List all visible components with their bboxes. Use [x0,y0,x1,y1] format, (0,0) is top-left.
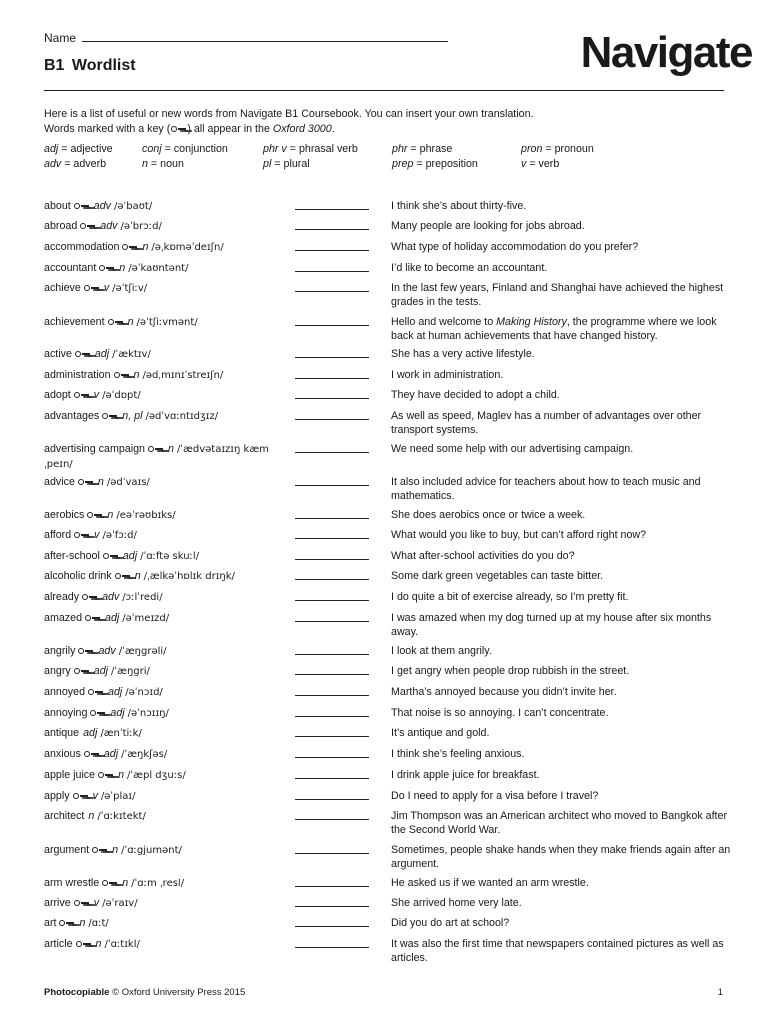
pronunciation: /ænˈtiːk/ [100,728,142,739]
key-icon [78,648,93,655]
word-entry [44,937,284,952]
pronunciation: /ˈæŋgri/ [111,666,150,677]
part-of-speech: n [112,844,119,856]
word-entry [44,644,284,659]
translation-blank[interactable] [295,485,369,486]
example-sentence: Did you do art at school? [391,917,510,929]
part-of-speech: n [79,917,86,929]
part-of-speech: adj [105,612,120,624]
word-entry [44,916,284,931]
part-of-speech: n [119,262,126,274]
pronunciation: /ˈæŋkʃəs/ [121,749,168,760]
example-sentence: I’d like to become an accountant. [391,262,548,274]
word-entry [44,706,284,721]
translation-blank[interactable] [295,716,369,717]
example-sentence: In the last few years, Finland and Shanghai have achieved the highest grades in the tests. [391,282,724,308]
intro-text [44,107,684,137]
key-icon [74,203,89,210]
headword: argument [44,844,90,856]
abbreviation-item: phr v = phrasal verb [263,143,358,155]
pronunciation: /ədˈvaɪs/ [106,477,150,488]
key-icon [108,319,123,326]
pronunciation: /əˈdɒpt/ [102,390,141,401]
example-sentence: She does aerobics once or twice a week. [391,509,586,521]
word-entry [44,409,284,424]
pronunciation: /əˈnɔɪd/ [125,687,163,698]
word-entry [44,240,284,255]
headword: advantages [44,410,100,422]
headword: annoying [44,707,88,719]
part-of-speech: v [93,897,100,909]
headword: already [44,591,80,603]
key-icon [103,553,118,560]
headword: adopt [44,389,71,401]
translation-blank[interactable] [295,736,369,737]
abbreviation-item: n = noun [142,158,184,170]
headword: achieve [44,282,81,294]
key-icon [74,392,89,399]
example-sentence: We need some help with our advertising campaign. [391,443,634,455]
translation-blank[interactable] [295,757,369,758]
translation-blank[interactable] [295,250,369,251]
headword: article [44,938,73,950]
word-entry [44,590,284,605]
key-icon [148,446,163,453]
pronunciation: /ˌælkəˈhɒlɪk drɪŋk/ [143,571,235,582]
part-of-speech: n [118,769,125,781]
name-input-line[interactable] [82,41,448,42]
headword: arrive [44,897,71,909]
word-entry [44,685,284,700]
part-of-speech: n [97,476,104,488]
part-of-speech: n [142,241,149,253]
example-sentence: I think she’s feeling anxious. [391,748,525,760]
translation-blank[interactable] [295,419,369,420]
pronunciation: /əˈfɔːd/ [102,530,137,541]
pronunciation: /ˈɑːm ˌresl/ [131,878,185,889]
word-entry [44,876,284,891]
headword: abroad [44,220,78,232]
abbreviation-item: conj = conjunction [142,143,228,155]
pronunciation: /ɑːt/ [88,918,109,929]
word-entry [44,388,284,403]
pronunciation: /ˈɑːkɪtekt/ [97,811,146,822]
part-of-speech: adj [110,707,125,719]
part-of-speech: adj [122,550,138,562]
part-of-speech: adj [83,727,98,739]
example-sentence: What type of holiday accommodation do you prefer? [391,241,639,253]
example-sentence: They have decided to adopt a child. [391,389,560,401]
key-icon [171,126,186,133]
example-sentence: Many people are looking for jobs abroad. [391,220,585,232]
header-divider [44,90,724,91]
translation-blank[interactable] [295,674,369,675]
part-of-speech: v [103,282,110,294]
key-icon [114,372,129,379]
translation-blank[interactable] [295,926,369,927]
word-entry [44,199,284,214]
pronunciation: /ˈæpl dʒuːs/ [127,770,186,781]
example-sentence: I was amazed when my dog turned up at my house after six months away. [391,612,712,638]
part-of-speech: n [95,938,102,950]
part-of-speech: v [93,389,100,401]
example-sentence: I do quite a bit of exercise already, so I’m pretty fit. [391,591,629,603]
abbreviation-item: adj = adjective [44,143,113,155]
headword: accommodation [44,241,120,253]
intro-line-1: Here is a list of useful or new words from Navigate B1 Coursebook. You can insert your own translation. [44,108,534,120]
pronunciation: /ˈædvətaɪzɪŋ kæmˌpeɪn/ [44,444,269,470]
headword: aerobics [44,509,85,521]
headword: about [44,200,71,212]
key-icon [82,594,97,601]
translation-blank[interactable] [295,559,369,560]
word-entry [44,315,284,330]
word-entry [44,281,284,296]
word-entry [44,347,284,362]
key-icon [76,941,91,948]
footer-copyright: Photocopiable © Oxford University Press 2015 [44,987,246,998]
part-of-speech: n [122,877,129,889]
word-entry [44,843,284,858]
headword: art [44,917,57,929]
pronunciation: /əˈnɔɪɪŋ/ [127,708,169,719]
word-entry [44,611,284,626]
part-of-speech: adj [108,686,123,698]
pronunciation: /ˈæktɪv/ [112,349,151,360]
abbreviation-legend [44,143,684,175]
translation-blank[interactable] [295,579,369,580]
key-icon [87,512,102,519]
key-icon [88,689,103,696]
translation-blank[interactable] [295,518,369,519]
translation-blank[interactable] [295,799,369,800]
abbreviation-item: pl = plural [263,158,310,170]
translation-blank[interactable] [295,398,369,399]
example-sentence: It also included advice for teachers about how to teach music and mathematics. [391,476,701,502]
part-of-speech: v [94,529,100,541]
pronunciation: /əˈplaɪ/ [100,791,136,802]
example-sentence: She has a very active lifestyle. [391,348,535,360]
example-sentence: That noise is so annoying. I can’t concentrate. [391,707,609,719]
example-sentence: What after-school activities do you do? [391,550,575,562]
translation-blank[interactable] [295,886,369,887]
headword: advice [44,476,75,488]
example-sentence: Do I need to apply for a visa before I travel? [391,790,599,802]
headword: angry [44,665,71,677]
word-entry [44,508,284,523]
word-entry [44,569,284,584]
translation-blank[interactable] [295,819,369,820]
pronunciation: /əˈbaʊt/ [113,201,153,212]
key-icon [59,920,74,927]
word-entry [44,368,284,383]
example-sentence: I drink apple juice for breakfast. [391,769,540,781]
example-sentence: What would you like to buy, but can’t afford right now? [391,529,647,541]
word-entry [44,219,284,234]
example-sentence: I look at them angrily. [391,645,492,657]
pronunciation: /əˈmeɪzd/ [122,613,170,624]
translation-blank[interactable] [295,291,369,292]
word-entry [44,726,284,741]
key-icon [74,900,89,907]
example-sentence: Jim Thompson was an American architect who moved to Bangkok after the Second World War. [391,810,728,836]
part-of-speech: n [134,570,141,582]
word-entry [44,896,284,911]
headword: apple juice [44,769,96,781]
key-icon [75,351,90,358]
word-entry [44,664,284,679]
part-of-speech: n [168,443,174,455]
example-sentence: He asked us if we wanted an arm wrestle. [391,877,589,889]
abbreviation-item: pron = pronoun [521,143,594,155]
brand-logo: Navigate [580,28,752,77]
headword: advertising campaign [44,443,145,455]
pronunciation: /ɔːlˈredi/ [122,592,163,603]
key-icon [78,479,93,486]
part-of-speech: n [107,509,114,521]
part-of-speech: n [133,369,140,381]
translation-blank[interactable] [295,271,369,272]
word-entry [44,261,284,276]
headword: angrily [44,645,76,657]
key-icon [102,413,117,420]
example-sentence: It was also the first time that newspapers contained pictures as well as articles. [391,938,724,964]
headword: apply [44,790,70,802]
headword: arm wrestle [44,877,100,889]
name-label: Name [44,31,77,45]
example-sentence: I think she’s about thirty-five. [391,200,527,212]
word-entry [44,747,284,762]
pronunciation: /əˈtʃiːvmənt/ [136,317,198,328]
translation-blank[interactable] [295,452,369,453]
pronunciation: /əˈbrɔːd/ [120,221,162,232]
pronunciation: /ˈæŋgrəli/ [118,646,167,657]
pronunciation: /ˈɑːgjumənt/ [121,845,182,856]
headword: active [44,348,72,360]
abbreviation-item: phr = phrase [392,143,453,155]
translation-blank[interactable] [295,538,369,539]
part-of-speech: adj [103,748,119,760]
part-of-speech: n, pl [122,410,143,422]
headword: alcoholic drink [44,570,112,582]
translation-blank[interactable] [295,853,369,854]
example-sentence: Hello and welcome to Making History, the programme where we look back at human achievements that have changed history. [391,316,717,342]
key-icon [73,793,88,800]
part-of-speech: adv [100,220,118,232]
part-of-speech: adj [94,348,110,360]
example-sentence: Some dark green vegetables can taste bitter. [391,570,604,582]
pronunciation: /ədˌmɪnɪˈstreɪʃn/ [142,370,224,381]
key-icon [84,285,99,292]
pronunciation: /əˈraɪv/ [102,898,138,909]
headword: afford [44,529,72,541]
headword: after-school [44,550,100,562]
key-icon [74,668,89,675]
key-icon [92,847,107,854]
key-icon [85,615,100,622]
translation-blank[interactable] [295,209,369,210]
key-icon [115,573,130,580]
part-of-speech: n [88,810,95,822]
pronunciation: /eəˈrəʊbɪks/ [116,510,176,521]
example-sentence: Sometimes, people shake hands when they make friends again after an argument. [391,844,731,870]
part-of-speech: n [127,316,134,328]
abbreviation-item: prep = preposition [392,158,478,170]
headword: amazed [44,612,83,624]
word-entry [44,475,284,490]
pronunciation: /əˈtʃiːv/ [112,283,148,294]
example-sentence: I work in administration. [391,369,504,381]
example-sentence: I get angry when people drop rubbish in the street. [391,665,630,677]
page-number: 1 [717,987,723,998]
wordlist-subtitle: B1 Wordlist [44,57,136,74]
headword: anxious [44,748,81,760]
translation-blank[interactable] [295,947,369,948]
example-sentence: Martha’s annoyed because you didn’t invite her. [391,686,617,698]
example-sentence: As well as speed, Maglev has a number of advantages over other transport systems. [391,410,702,436]
translation-blank[interactable] [295,621,369,622]
part-of-speech: adj [93,665,109,677]
word-entry [44,768,284,783]
headword: antique [44,727,80,739]
pronunciation: /ˈɑːtɪkl/ [104,939,140,950]
intro-line-2: Words marked with a key ( ) all appear in the Oxford 3000. [44,123,335,135]
key-icon [84,751,99,758]
pronunciation: /əˈkaʊntənt/ [128,263,189,274]
word-entry [44,789,284,804]
headword: annoyed [44,686,86,698]
translation-blank[interactable] [295,325,369,326]
translation-blank[interactable] [295,654,369,655]
pronunciation: /əˌkɒməˈdeɪʃn/ [151,242,224,253]
word-entry [44,809,284,824]
key-icon [99,265,114,272]
key-icon [98,772,113,779]
part-of-speech: v [92,790,98,802]
part-of-speech: adv [98,645,116,657]
abbreviation-item: v = verb [521,158,560,170]
word-entry [44,549,284,564]
example-sentence: She arrived home very late. [391,897,522,909]
translation-blank[interactable] [295,229,369,230]
translation-blank[interactable] [295,778,369,779]
key-icon [74,532,89,539]
key-icon [102,880,117,887]
key-icon [80,223,95,230]
translation-blank[interactable] [295,600,369,601]
headword: architect [44,810,85,822]
part-of-speech: adv [102,591,120,603]
translation-blank[interactable] [295,378,369,379]
key-icon [90,710,105,717]
headword: accountant [44,262,97,274]
part-of-speech: adv [93,200,111,212]
abbreviation-item: adv = adverb [44,158,107,170]
key-icon [122,244,137,251]
headword: achievement [44,316,105,328]
example-sentence: It’s antique and gold. [391,727,490,739]
word-entry [44,528,284,543]
pronunciation: /ədˈvɑːntɪdʒɪz/ [145,411,219,422]
translation-blank[interactable] [295,357,369,358]
translation-blank[interactable] [295,695,369,696]
word-entry [44,442,284,472]
translation-blank[interactable] [295,906,369,907]
pronunciation: /ˈɑːftə skuːl/ [140,551,200,562]
headword: administration [44,369,111,381]
